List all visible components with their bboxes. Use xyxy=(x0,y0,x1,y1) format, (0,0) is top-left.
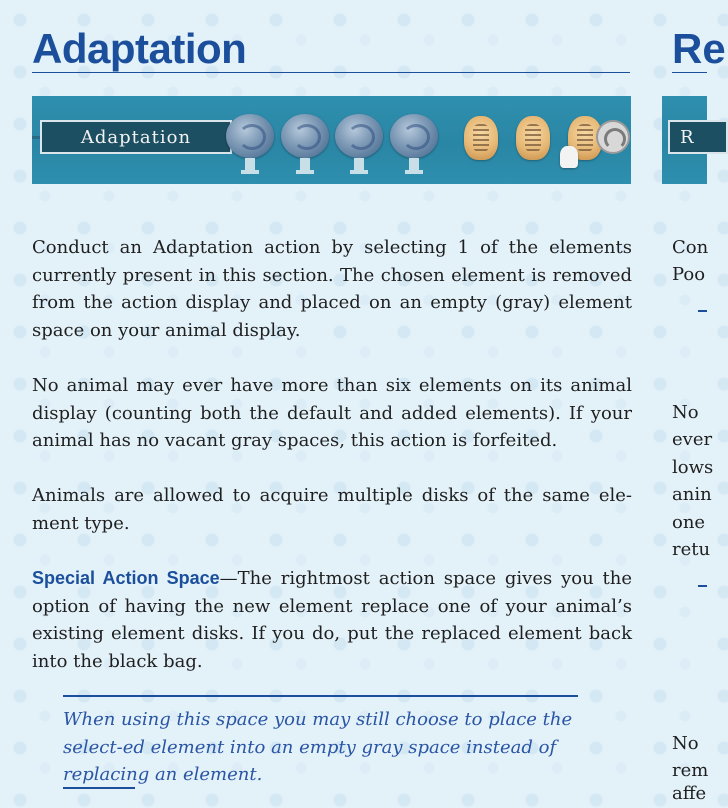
note-text: When using this space you may still choose to place the select-ed element into an empty gray space instead of replacing an element. xyxy=(63,709,573,785)
strip-connector xyxy=(32,136,40,139)
paragraph-special-action xyxy=(32,565,632,675)
replace-arrows-icon xyxy=(596,120,630,154)
right-column-note-rule xyxy=(698,310,707,312)
next-title-underline xyxy=(672,72,707,73)
right-column-line: Poo xyxy=(672,264,706,285)
note-top-rule xyxy=(63,695,578,697)
paragraph-element-limit: No animal may ever have more than six elements on its animal display (counting both the default and added elements). If your animal has no vacant gray spaces, this action is forfeited. xyxy=(32,375,632,451)
special-action-heading: Special Action Space xyxy=(32,568,220,588)
water-element-disk-icon xyxy=(390,114,438,158)
action-display-strip xyxy=(32,96,631,184)
trilobite-fossil-icon xyxy=(516,116,550,160)
action-space-marker xyxy=(409,158,419,172)
action-space-marker xyxy=(300,158,310,172)
action-space-marker xyxy=(354,158,364,172)
next-action-label: R xyxy=(680,127,695,148)
trilobite-fossil-icon xyxy=(464,116,498,160)
water-element-disk-icon xyxy=(281,114,329,158)
action-label: Adaptation xyxy=(80,127,192,148)
right-column-line: lows xyxy=(672,457,714,478)
next-action-label-box xyxy=(668,120,728,154)
right-column-line: No xyxy=(672,733,699,754)
right-column-line: affe xyxy=(672,783,707,804)
right-column-line: ever xyxy=(672,429,713,450)
right-column-line: one xyxy=(672,512,706,533)
section-title: Adaptation xyxy=(32,25,247,72)
title-underline xyxy=(32,72,630,73)
right-column-line: retu xyxy=(672,539,711,560)
next-section-title-fragment: Re xyxy=(672,25,726,72)
action-space-marker xyxy=(245,158,255,172)
right-column-line: anin xyxy=(672,484,712,505)
paragraph-multiple-disks: Animals are allowed to acquire multiple disks of the same ele-ment type. xyxy=(32,485,632,534)
white-action-pawn-icon xyxy=(560,146,578,168)
water-element-disk-icon xyxy=(226,114,274,158)
water-element-disk-icon xyxy=(335,114,383,158)
right-column-line: Con xyxy=(672,237,709,258)
right-column-note-rule xyxy=(698,585,707,587)
next-action-strip-fragment xyxy=(662,96,707,184)
right-column-line: rem xyxy=(672,760,709,781)
note-bottom-rule xyxy=(63,787,135,789)
paragraph-conduct-action: Conduct an Adaptation action by selecting 1 of the elements currently present in this section. The chosen element is removed from the action display and placed on an empty (gray) element space on your animal display. xyxy=(32,237,632,341)
action-label-box xyxy=(40,120,232,154)
special-action-text: —The rightmost action space gives you the option of having the new element replace one of your animal’s existing element disks. If you do, put the replaced element back into the black bag. xyxy=(32,568,632,672)
right-column-line: No xyxy=(672,402,699,423)
